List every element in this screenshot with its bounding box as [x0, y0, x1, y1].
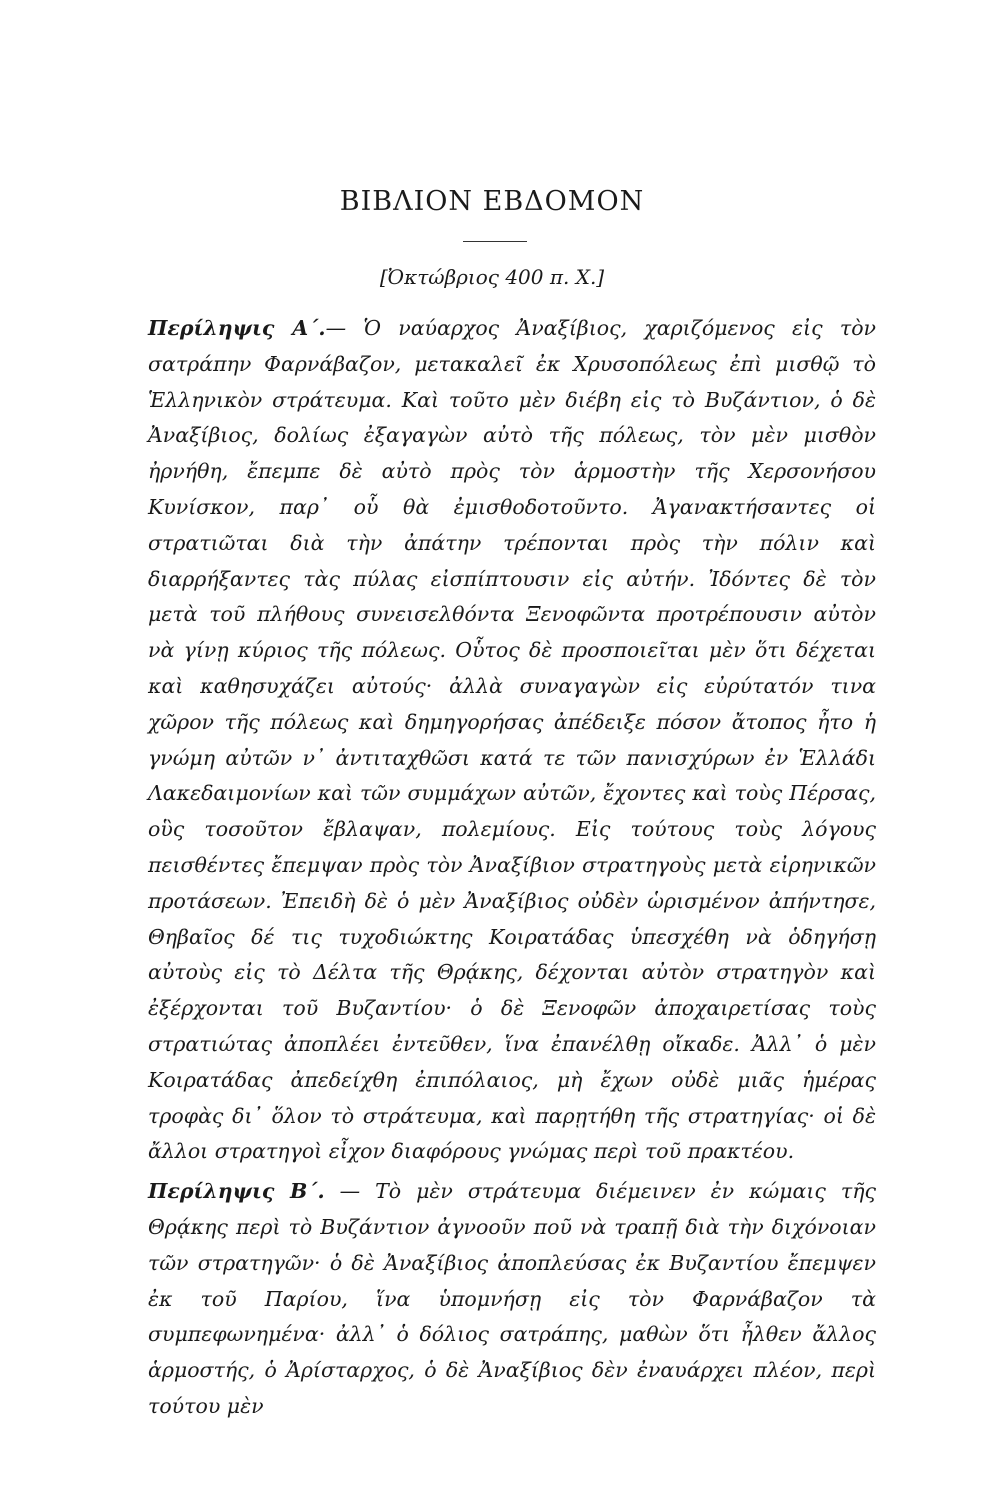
section-text-2: — Τὸ μὲν στράτευμα διέμεινεν ἐν κώμαις τῆς Θρᾴκης περὶ τὸ Βυζάντιον ἀγνοοῦν ποῦ νὰ τραπῇ διὰ τὴν διχόνοιαν τῶν στρατηγῶν· ὁ δὲ Ἀναξίβιος ἀποπλεύσας ἐκ Βυζαντίου ἔπεμψεν ἐκ τοῦ Παρίου, ἵνα ὑπομνήσῃ εἰς τὸν Φαρνάβαζον τὰ συμπεφωνημένα· ἀλλ᾽ ὁ δόλιος σατράπης, μαθὼν ὅτι ἦλθεν ἄλλος ἁρμοστής, ὁ Ἀρίσταρχος, ὁ δὲ Ἀναξίβιος δὲν ἐναυάρχει πλέον, περὶ τούτου μὲν — [148, 1179, 876, 1418]
section-paragraph-1 — [148, 311, 876, 1170]
section-heading-1: Περίληψις Α΄. — [148, 316, 326, 340]
title-divider — [463, 241, 527, 242]
date-line: [Ὀκτώβριος 400 π. Χ.] — [379, 265, 605, 289]
book-title: ΒΙΒΛΙΟΝ ΕΒΔΟΜΟΝ — [339, 186, 645, 217]
section-paragraph-2 — [148, 1174, 876, 1425]
section-heading-2: Περίληψις Β΄. — [148, 1179, 325, 1204]
body-text — [148, 311, 876, 1425]
section-text-1: — Ὁ ναύαρχος Ἀναξίβιος, χαριζόμενος εἰς τὸν σατράπην Φαρνάβαζον, μετακαλεῖ ἐκ Χρυσοπόλεως ἐπὶ μισθῷ τὸ Ἑλληνικὸν στράτευμα. Καὶ τοῦτο μὲν διέβη εἰς τὸ Βυζάντιον, ὁ δὲ Ἀναξίβιος, δολίως ἐξαγαγὼν αὐτὸ τῆς πόλεως, τὸν μὲν μισθὸν ἠρνήθη, ἔπεμπε δὲ αὐτὸ πρὸς τὸν ἁρμοστὴν τῆς Χερσονήσου Κυνίσκον, παρ᾽ οὗ θὰ ἐμισθοδοτοῦντο. Ἀγανακτήσαντες οἱ στρατιῶται διὰ τὴν ἀπάτην τρέπονται πρὸς τὴν πόλιν καὶ διαρρήξαντες τὰς πύλας εἰσπίπτουσιν εἰς αὐτήν. Ἰδόντες δὲ τὸν μετὰ τοῦ πλήθους συνεισελθόντα Ξενοφῶντα προτρέπουσιν αὐτὸν νὰ γίνῃ κύριος τῆς πόλεως. Οὗτος δὲ προσποιεῖται μὲν ὅτι δέχεται καὶ καθησυχάζει αὐτούς· ἀλλὰ συναγαγὼν εἰς εὐρύτατόν τινα χῶρον τῆς πόλεως καὶ δημηγορήσας ἀπέδειξε πόσον ἄτοπος ἦτο ἡ γνώμη αὐτῶν ν᾽ ἀντιταχθῶσι κατά τε τῶν πανισχύρων ἐν Ἑλλάδι Λακεδαιμονίων καὶ τῶν συμμάχων αὐτῶν, ἔχοντες καὶ τοὺς Πέρσας, οὓς τοσοῦτον ἔβλαψαν, πολεμίους. Εἰς τούτους τοὺς λόγους πεισθέντες ἔπεμψαν πρὸς τὸν Ἀναξίβιον στρατηγοὺς μετὰ εἰρηνικῶν προτάσεων. Ἐπειδὴ δὲ ὁ μὲν Ἀναξίβιος οὐδὲν ὡρισμένον ἀπήντησε, Θηβαῖος δέ τις τυχοδιώκτης Κοιρατάδας ὑπεσχέθη νὰ ὁδηγήσῃ αὐτοὺς εἰς τὸ Δέλτα τῆς Θρᾴκης, δέχονται αὐτὸν στρατηγὸν καὶ ἐξέρχονται τοῦ Βυζαντίου· ὁ δὲ Ξενοφῶν ἀποχαιρετίσας τοὺς στρατιώτας ἀποπλέει ἐντεῦθεν, ἵνα ἐπανέλθῃ οἴκαδε. Ἀλλ᾽ ὁ μὲν Κοιρατάδας ἀπεδείχθη ἐπιπόλαιος, μὴ ἔχων οὐδὲ μιᾶς ἡμέρας τροφὰς δι᾽ ὅλον τὸ στράτευμα, καὶ παρῃτήθη τῆς στρατηγίας· οἱ δὲ ἄλλοι στρατηγοὶ εἶχον διαφόρους γνώμας περὶ τοῦ πρακτέου. — [148, 316, 877, 1164]
